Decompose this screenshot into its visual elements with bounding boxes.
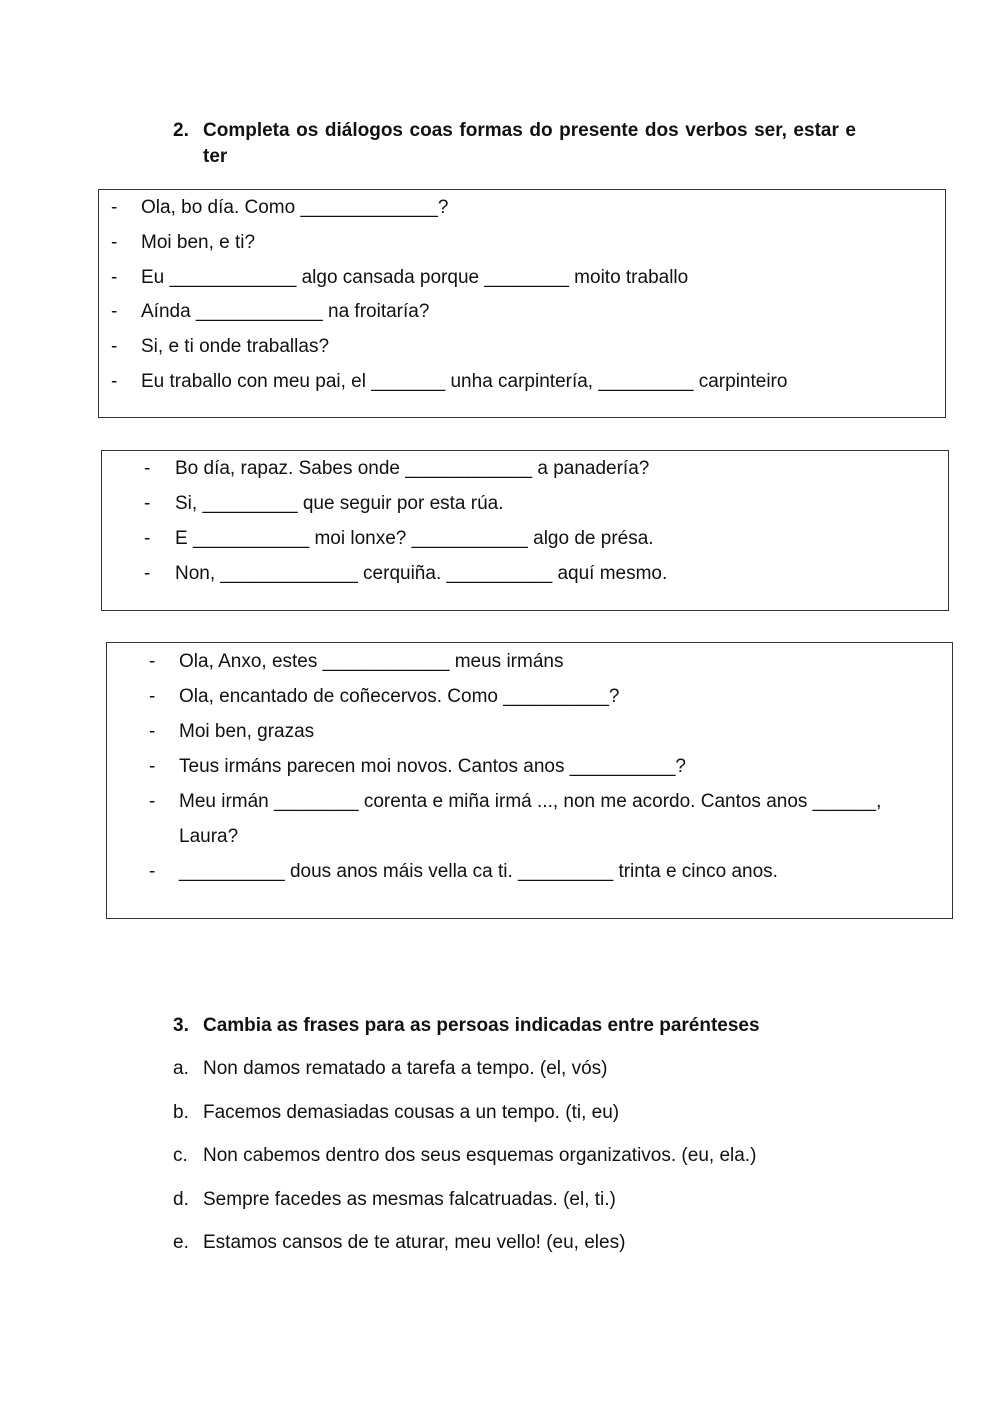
question-2-heading — [173, 118, 856, 170]
question-title: Cambia as frases para as persoas indicadas entre parénteses — [203, 1015, 760, 1036]
dialogue-box-2: - Bo día, rapaz. Sabes onde ____________ a panadería? - Si, _________ que seguir por esta rúa. - E ___________ moi lonxe? ___________ algo de présa. - Non, _____________ cerquiña. __________ aquí mesmo. — [101, 450, 949, 611]
question-number: 3. — [173, 1015, 189, 1036]
dialogue-box-1: - Ola, bo día. Como _____________? - Moi ben, e ti? - Eu ____________ algo cansada porque ________ moito traballo - Aínda ____________ na froitaría? - Si, e ti onde traballas? - Eu traballo con meu pai, el _______ unha carpintería, _________ carpinteiro — [98, 189, 946, 418]
dialogue-box-3: - Ola, Anxo, estes ____________ meus irmáns - Ola, encantado de coñecervos. Como __________? - Moi ben, grazas - Teus irmáns parecen moi novos. Cantos anos __________? - Meu irmán ________ corenta e miña irmá ..., non me acordo. Cantos anos ______, Laura? - __________ dous anos máis vella ca ti. _________ trinta e cinco anos. — [106, 642, 953, 919]
question-3-heading — [173, 1013, 873, 1039]
question-title: Completa os diálogos coas formas do presente dos verbos ser, estar e ter — [203, 120, 856, 167]
question-number: 2. — [173, 120, 189, 141]
